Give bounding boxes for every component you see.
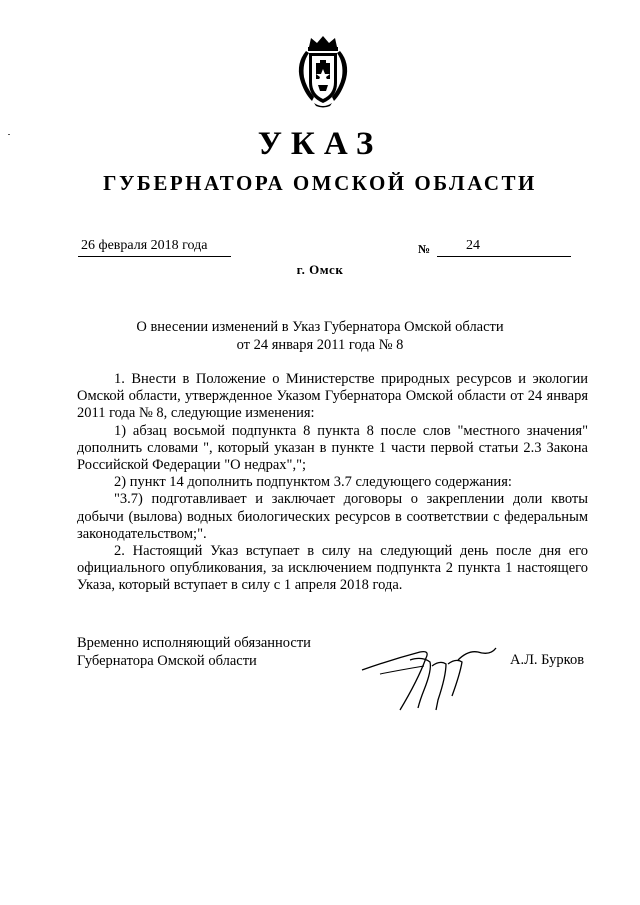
decree-number: 24 (466, 238, 480, 253)
signatory-name: А.Л. Бурков (510, 652, 585, 668)
decree-city: г. Омск (296, 262, 344, 277)
subject-line: от 24 января 2011 года № 8 (236, 337, 404, 353)
decree-subject (100, 318, 540, 354)
body-paragraph: "3.7) подготавливает и заключает договоры о закреплении доли квоты добычи (вылова) водных биологических ресурсов в соответствии с федеральным законодательством;". (77, 491, 588, 542)
coat-of-arms-icon (292, 33, 354, 109)
decree-title: УКАЗ (257, 126, 383, 162)
body-paragraph: 2) пункт 14 дополнить подпунктом 3.7 следующего содержания: (114, 474, 512, 491)
subject-line: О внесении изменений в Указ Губернатора Омской области (136, 319, 504, 335)
signatory-role-line: Временно исполняющий обязанности (77, 635, 311, 651)
decree-issuer: ГУБЕРНАТОРА ОМСКОЙ ОБЛАСТИ (103, 171, 537, 195)
body-paragraph: 2. Настоящий Указ вступает в силу на следующий день после дня его официального опубликования, за исключением подпункта 2 пункта 1 настоящего Указа, который вступает в силу с 1 апреля 2018 года. (77, 543, 588, 594)
number-sign: № (418, 242, 431, 256)
handwritten-signature-icon (360, 630, 500, 715)
decree-body (77, 371, 588, 595)
signatory-role (77, 634, 311, 670)
decree-number-field (437, 238, 571, 257)
decree-date: 26 февраля 2018 года (78, 238, 231, 257)
body-paragraph: 1. Внести в Положение о Министерстве природных ресурсов и экологии Омской области, утвержденное Указом Губернатора Омской области от 24 января 2011 года № 8, следующие изменения: (77, 371, 588, 422)
signatory-role-line: Губернатора Омской области (77, 653, 257, 669)
body-paragraph: 1) абзац восьмой подпункта 8 пункта 8 после слов "местного значения" дополнить словами ", который указан в пункте 1 части первой статьи 2.3 Закона Российской Федерации "О недрах","; (77, 422, 588, 474)
